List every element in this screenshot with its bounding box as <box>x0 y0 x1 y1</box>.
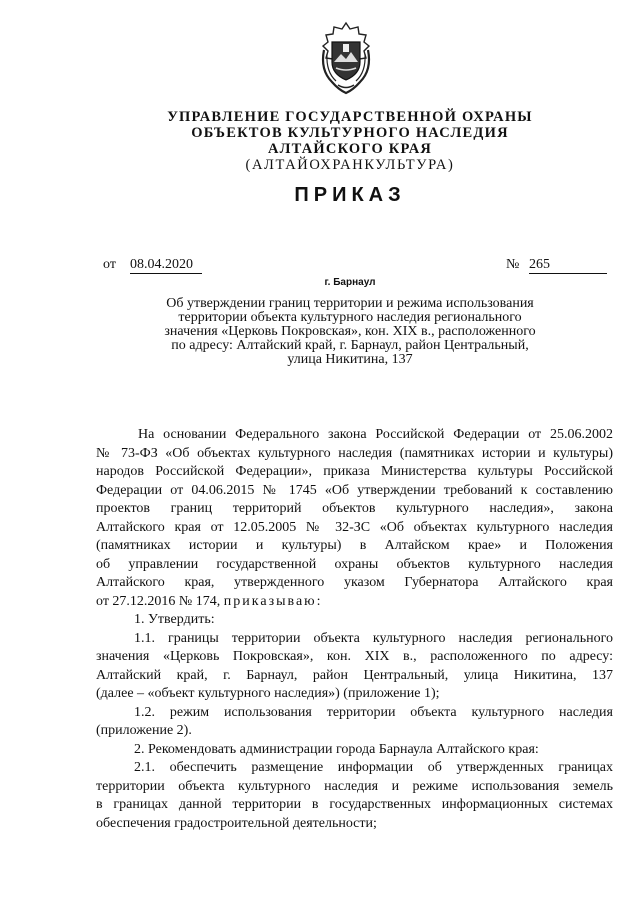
document-subject <box>120 297 580 367</box>
preamble-line: об управлении государственной охраны объектов культурного наследия <box>96 556 613 572</box>
item-1-1-line-last: (далее – «объект культурного наследия») (приложение 1); <box>96 686 440 701</box>
document-body <box>96 426 613 833</box>
subject-line: по адресу: Алтайский край, г. Барнаул, район Центральный, <box>171 338 529 353</box>
subject-line: улица Никитина, 137 <box>287 352 413 367</box>
altai-krai-coat-of-arms-icon <box>314 20 378 96</box>
subject-line: Об утверждении границ территории и режима использования <box>166 296 534 311</box>
item-2-1-line-last: обеспечения градостроительной деятельности; <box>96 815 377 831</box>
org-short-name: (АЛТАЙОХРАНКУЛЬТУРА) <box>245 157 455 173</box>
item-2-1-line: 2.1. обеспечить размещение информации об утвержденных границах <box>134 760 613 775</box>
item-1-2-line-last: (приложение 2). <box>96 723 192 738</box>
subject-line: территории объекта культурного наследия регионального <box>178 310 522 325</box>
preamble-line: народов Российской Федерации», приказа Министерства культуры Российской <box>96 464 613 479</box>
item-1-2-line: 1.2. режим использования территории объекта культурного наследия <box>134 704 613 720</box>
subject-line: значения «Церковь Покровская», кон. XIX в., расположенного <box>164 324 536 339</box>
item-1-1-line: Алтайский край, г. Барнаул, район Центральный, улица Никитина, 137 <box>96 667 613 683</box>
city: г. Барнаул <box>324 277 376 288</box>
order-word: приказываю: <box>223 593 323 609</box>
preamble-line: Алтайского края, утвержденного указом Губернатора Алтайского края <box>96 575 613 590</box>
preamble-line: Алтайского края от 12.05.2005 № 32-ЗС «Об объектах культурного наследия <box>96 519 613 535</box>
item-2: 2. Рекомендовать администрации города Барнаула Алтайского края: <box>134 741 539 757</box>
org-name-line3: АЛТАЙСКОГО КРАЯ <box>267 141 433 157</box>
preamble-line-last <box>96 593 613 612</box>
item-1-1-line: значения «Церковь Покровская», кон. XIX в., расположенного по адресу: <box>96 649 613 664</box>
org-name-line1: УПРАВЛЕНИЕ ГОСУДАРСТВЕННОЙ ОХРАНЫ <box>167 109 533 125</box>
item-1: 1. Утвердить: <box>134 612 215 627</box>
item-2-1-line: территории объекта культурного наследия и режиме использования земель <box>96 778 613 794</box>
item-1-1-line: 1.1. границы территории объекта культурного наследия регионального <box>134 630 613 646</box>
document-number: 265 <box>529 257 607 274</box>
preamble-line: На основании Федерального закона Российской Федерации от 25.06.2002 <box>138 427 613 442</box>
date-label: от <box>103 257 116 272</box>
preamble-line: (памятниках истории и культуры) в Алтайском крае» и Положения <box>96 538 613 553</box>
document-title: ПРИКАЗ <box>294 184 406 206</box>
preamble-ending: от 27.12.2016 № 174, <box>96 593 224 609</box>
org-name-line2: ОБЪЕКТОВ КУЛЬТУРНОГО НАСЛЕДИЯ <box>191 125 509 141</box>
document-date: 08.04.2020 <box>130 257 202 274</box>
number-label: № <box>506 257 520 272</box>
preamble-line: Федерации от 04.06.2015 № 1745 «Об утверждении требований к составлению <box>96 482 613 498</box>
item-2-1-line: в границах данной территории в государственных информационных системах <box>96 797 613 812</box>
preamble-line: № 73-ФЗ «Об объектах культурного наследия (памятниках истории и культуры) <box>96 445 613 461</box>
preamble-line: проектов границ территорий объектов культурного наследия», закона <box>96 501 613 516</box>
